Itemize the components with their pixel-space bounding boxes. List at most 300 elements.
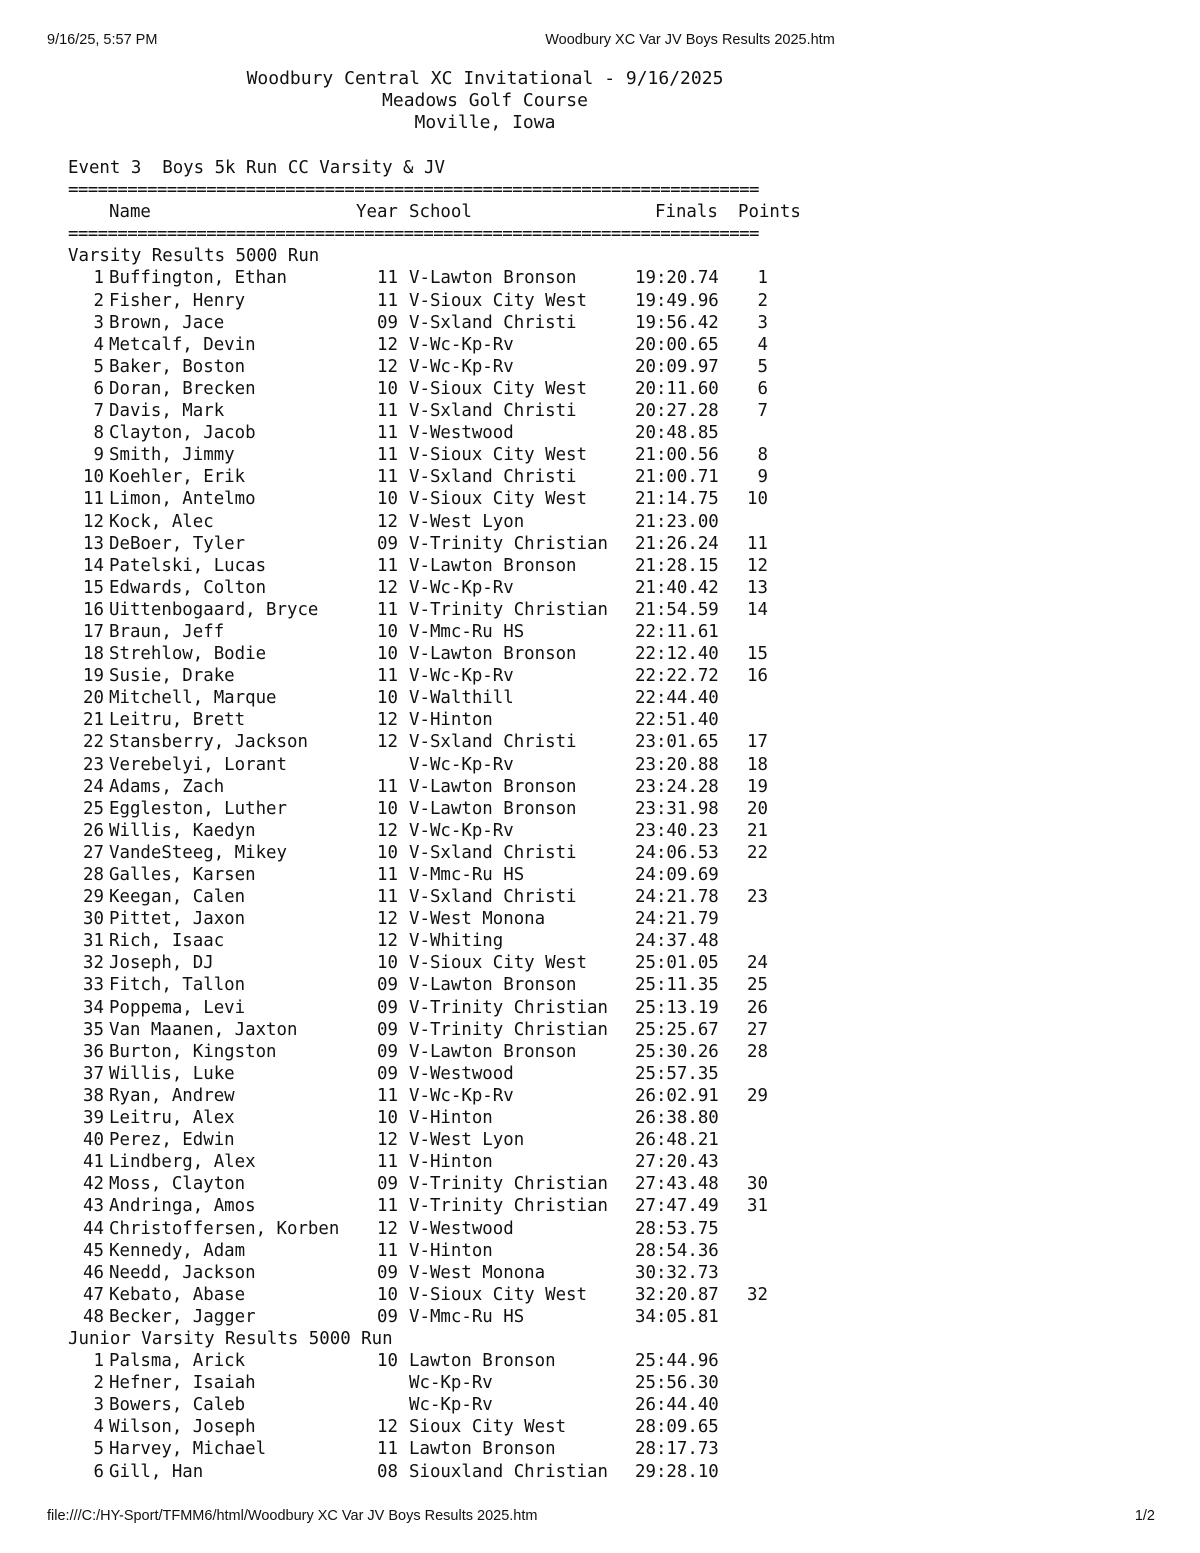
result-row xyxy=(68,1063,800,1085)
result-time: 20:09.97 xyxy=(635,356,719,377)
result-name: Stansberry, Jackson xyxy=(109,732,308,753)
result-year: 11 xyxy=(377,1152,398,1173)
result-place: 16 xyxy=(83,599,104,620)
result-school: V-Westwood xyxy=(409,423,514,444)
col-name-header: Name xyxy=(109,202,151,223)
result-place: 40 xyxy=(83,1130,104,1151)
result-year: 11 xyxy=(377,445,398,466)
result-name: Eggleston, Luther xyxy=(109,798,287,819)
col-points-header: Points xyxy=(738,202,801,223)
result-place: 26 xyxy=(83,820,104,841)
result-name: Doran, Brecken xyxy=(109,378,256,399)
result-school: V-Sioux City West xyxy=(409,445,587,466)
result-year: 11 xyxy=(377,268,398,289)
result-name: VandeSteeg, Mikey xyxy=(109,842,287,863)
result-row xyxy=(68,687,800,709)
result-row xyxy=(68,1107,800,1129)
result-year: 10 xyxy=(377,1284,398,1305)
result-points: 28 xyxy=(747,1041,768,1062)
result-time: 22:51.40 xyxy=(635,710,719,731)
result-row xyxy=(68,1173,800,1195)
result-row xyxy=(68,997,800,1019)
result-school: Lawton Bronson xyxy=(409,1351,556,1372)
result-school: V-Whiting xyxy=(409,931,504,952)
result-year: 09 xyxy=(377,1306,398,1327)
result-name: Fitch, Tallon xyxy=(109,975,246,996)
result-row xyxy=(68,599,800,621)
result-name: Bowers, Caleb xyxy=(109,1395,246,1416)
result-school: Siouxland Christian xyxy=(409,1461,608,1482)
result-name: Smith, Jimmy xyxy=(109,445,235,466)
result-row xyxy=(68,1438,800,1460)
result-name: Clayton, Jacob xyxy=(109,423,256,444)
result-year: 09 xyxy=(377,1041,398,1062)
result-place: 43 xyxy=(83,1196,104,1217)
result-row xyxy=(68,555,800,577)
meet-city: Moville, Iowa xyxy=(414,112,556,133)
result-name: Koehler, Erik xyxy=(109,467,246,488)
col-school-header: School xyxy=(409,202,472,223)
result-place: 6 xyxy=(93,378,104,399)
result-name: Needd, Jackson xyxy=(109,1262,256,1283)
result-time: 20:00.65 xyxy=(635,334,719,355)
result-time: 23:31.98 xyxy=(635,798,719,819)
result-row xyxy=(68,754,800,776)
result-points: 16 xyxy=(747,666,768,687)
column-header-row xyxy=(68,201,800,223)
result-row xyxy=(68,908,800,930)
result-points: 8 xyxy=(757,445,768,466)
result-place: 32 xyxy=(83,953,104,974)
result-name: Davis, Mark xyxy=(109,401,225,422)
result-time: 20:27.28 xyxy=(635,401,719,422)
result-place: 29 xyxy=(83,887,104,908)
result-name: Harvey, Michael xyxy=(109,1439,267,1460)
result-name: Kennedy, Adam xyxy=(109,1240,246,1261)
result-points: 2 xyxy=(757,290,768,311)
result-time: 29:28.10 xyxy=(635,1461,719,1482)
result-place: 20 xyxy=(83,688,104,709)
result-place: 4 xyxy=(93,334,104,355)
result-school: V-West Monona xyxy=(409,909,546,930)
result-school: V-Hinton xyxy=(409,1240,493,1261)
result-school: V-Wc-Kp-Rv xyxy=(409,1085,514,1106)
result-name: Rich, Isaac xyxy=(109,931,225,952)
result-place: 33 xyxy=(83,975,104,996)
result-row xyxy=(68,1218,800,1240)
result-year: 12 xyxy=(377,511,398,532)
result-year: 10 xyxy=(377,953,398,974)
result-place: 17 xyxy=(83,621,104,642)
result-name: Willis, Luke xyxy=(109,1063,235,1084)
result-year: 10 xyxy=(377,688,398,709)
result-row xyxy=(68,1262,800,1284)
result-year: 09 xyxy=(377,975,398,996)
result-row xyxy=(68,444,800,466)
result-points: 10 xyxy=(747,489,768,510)
result-school: V-Trinity Christian xyxy=(409,1019,608,1040)
result-row xyxy=(68,1461,800,1483)
result-row xyxy=(68,577,800,599)
result-place: 11 xyxy=(83,489,104,510)
result-name: Pittet, Jaxon xyxy=(109,909,246,930)
result-name: Kock, Alec xyxy=(109,511,214,532)
result-row xyxy=(68,1041,800,1063)
result-time: 19:56.42 xyxy=(635,312,719,333)
result-place: 27 xyxy=(83,842,104,863)
result-points: 27 xyxy=(747,1019,768,1040)
result-year: 11 xyxy=(377,599,398,620)
result-row xyxy=(68,312,800,334)
result-name: Poppema, Levi xyxy=(109,997,246,1018)
result-row xyxy=(68,533,800,555)
result-year: 09 xyxy=(377,1063,398,1084)
result-place: 5 xyxy=(93,356,104,377)
result-name: Leitru, Brett xyxy=(109,710,246,731)
result-time: 25:01.05 xyxy=(635,953,719,974)
result-name: Leitru, Alex xyxy=(109,1108,235,1129)
result-place: 30 xyxy=(83,909,104,930)
result-place: 1 xyxy=(93,268,104,289)
result-place: 46 xyxy=(83,1262,104,1283)
result-place: 39 xyxy=(83,1108,104,1129)
print-footer-path: file:///C:/HY-Sport/TFMM6/html/Woodbury XC Var JV Boys Results 2025.htm xyxy=(47,1508,538,1524)
result-time: 26:38.80 xyxy=(635,1108,719,1129)
result-points: 12 xyxy=(747,555,768,576)
result-points: 32 xyxy=(747,1284,768,1305)
result-row xyxy=(68,1085,800,1107)
result-row xyxy=(68,400,800,422)
result-time: 21:00.71 xyxy=(635,467,719,488)
result-points: 17 xyxy=(747,732,768,753)
print-datetime: 9/16/25, 5:57 PM xyxy=(47,32,158,48)
result-school: V-Sioux City West xyxy=(409,953,587,974)
result-row xyxy=(68,1372,800,1394)
result-place: 42 xyxy=(83,1174,104,1195)
result-time: 24:37.48 xyxy=(635,931,719,952)
result-school: V-Lawton Bronson xyxy=(409,798,577,819)
result-year: 11 xyxy=(377,1085,398,1106)
result-school: V-Mmc-Ru HS xyxy=(409,1306,525,1327)
result-place: 48 xyxy=(83,1306,104,1327)
result-place: 7 xyxy=(93,401,104,422)
result-school: Wc-Kp-Rv xyxy=(409,1373,493,1394)
result-row xyxy=(68,709,800,731)
result-name: Verebelyi, Lorant xyxy=(109,754,287,775)
result-school: V-Sxland Christi xyxy=(409,401,577,422)
result-name: Susie, Drake xyxy=(109,666,235,687)
result-year: 09 xyxy=(377,1174,398,1195)
result-school: V-Wc-Kp-Rv xyxy=(409,334,514,355)
result-place: 9 xyxy=(93,445,104,466)
result-time: 26:44.40 xyxy=(635,1395,719,1416)
result-place: 2 xyxy=(93,290,104,311)
result-school: V-West Lyon xyxy=(409,1130,525,1151)
result-year: 10 xyxy=(377,489,398,510)
result-points: 22 xyxy=(747,842,768,863)
result-name: Buffington, Ethan xyxy=(109,268,287,289)
result-school: V-Trinity Christian xyxy=(409,599,608,620)
result-row xyxy=(68,1416,800,1438)
result-points: 26 xyxy=(747,997,768,1018)
result-points: 21 xyxy=(747,820,768,841)
print-doc-title: Woodbury XC Var JV Boys Results 2025.htm xyxy=(545,32,835,48)
result-school: V-Sxland Christi xyxy=(409,842,577,863)
result-place: 35 xyxy=(83,1019,104,1040)
result-school: V-Westwood xyxy=(409,1218,514,1239)
result-row xyxy=(68,665,800,687)
result-time: 24:21.79 xyxy=(635,909,719,930)
result-time: 21:40.42 xyxy=(635,577,719,598)
result-row xyxy=(68,1195,800,1217)
result-school: V-Lawton Bronson xyxy=(409,1041,577,1062)
result-name: Van Maanen, Jaxton xyxy=(109,1019,298,1040)
result-year: 10 xyxy=(377,644,398,665)
result-points: 19 xyxy=(747,776,768,797)
result-row xyxy=(68,842,800,864)
result-year: 11 xyxy=(377,887,398,908)
result-points: 20 xyxy=(747,798,768,819)
result-year: 10 xyxy=(377,621,398,642)
result-name: Strehlow, Bodie xyxy=(109,644,267,665)
result-place: 14 xyxy=(83,555,104,576)
result-school: V-Westwood xyxy=(409,1063,514,1084)
result-time: 30:32.73 xyxy=(635,1262,719,1283)
result-name: Gill, Han xyxy=(109,1461,204,1482)
results-sections xyxy=(68,245,800,1482)
result-row xyxy=(68,621,800,643)
result-place: 28 xyxy=(83,865,104,885)
result-time: 24:09.69 xyxy=(635,865,719,885)
result-row xyxy=(68,290,800,312)
result-school: V-Sioux City West xyxy=(409,378,587,399)
result-school: V-West Lyon xyxy=(409,511,525,532)
result-points: 15 xyxy=(747,644,768,665)
result-row xyxy=(68,267,800,289)
result-points: 24 xyxy=(747,953,768,974)
result-row xyxy=(68,422,800,444)
result-school: Sioux City West xyxy=(409,1417,567,1438)
result-name: Adams, Zach xyxy=(109,776,225,797)
result-year: 11 xyxy=(377,290,398,311)
result-row xyxy=(68,643,800,665)
result-school: Lawton Bronson xyxy=(409,1439,556,1460)
result-name: Becker, Jagger xyxy=(109,1306,256,1327)
result-place: 4 xyxy=(93,1417,104,1438)
result-year: 11 xyxy=(377,1196,398,1217)
result-points: 6 xyxy=(757,378,768,399)
result-time: 22:44.40 xyxy=(635,688,719,709)
result-school: V-Sioux City West xyxy=(409,489,587,510)
result-points: 30 xyxy=(747,1174,768,1195)
result-row xyxy=(68,864,800,886)
result-year: 09 xyxy=(377,1262,398,1283)
result-row xyxy=(68,1129,800,1151)
result-school: V-Hinton xyxy=(409,710,493,731)
result-school: V-Wc-Kp-Rv xyxy=(409,666,514,687)
result-time: 21:00.56 xyxy=(635,445,719,466)
result-points: 1 xyxy=(757,268,768,289)
result-time: 21:54.59 xyxy=(635,599,719,620)
result-name: Patelski, Lucas xyxy=(109,555,267,576)
result-place: 38 xyxy=(83,1085,104,1106)
result-year: 12 xyxy=(377,577,398,598)
result-time: 23:24.28 xyxy=(635,776,719,797)
result-points: 14 xyxy=(747,599,768,620)
result-place: 8 xyxy=(93,423,104,444)
result-points: 5 xyxy=(757,356,768,377)
result-row xyxy=(68,974,800,996)
event-title: Event 3 Boys 5k Run CC Varsity & JV xyxy=(68,158,445,178)
result-year: 12 xyxy=(377,1218,398,1239)
result-school: V-Hinton xyxy=(409,1108,493,1129)
result-row xyxy=(68,334,800,356)
result-name: Galles, Karsen xyxy=(109,865,256,885)
result-school: V-Wc-Kp-Rv xyxy=(409,754,514,775)
result-year: 12 xyxy=(377,909,398,930)
result-place: 10 xyxy=(83,467,104,488)
result-name: Baker, Boston xyxy=(109,356,246,377)
result-school: Wc-Kp-Rv xyxy=(409,1395,493,1416)
result-school: V-Trinity Christian xyxy=(409,997,608,1018)
result-school: V-Lawton Bronson xyxy=(409,268,577,289)
result-year: 11 xyxy=(377,776,398,797)
result-place: 24 xyxy=(83,776,104,797)
result-year: 09 xyxy=(377,1019,398,1040)
result-name: Wilson, Joseph xyxy=(109,1417,256,1438)
result-school: V-Lawton Bronson xyxy=(409,555,577,576)
result-time: 34:05.81 xyxy=(635,1306,719,1327)
result-row xyxy=(68,1019,800,1041)
result-name: Hefner, Isaiah xyxy=(109,1373,256,1394)
result-place: 22 xyxy=(83,732,104,753)
result-year: 12 xyxy=(377,1417,398,1438)
result-school: V-Lawton Bronson xyxy=(409,644,577,665)
result-time: 25:25.67 xyxy=(635,1019,719,1040)
result-row xyxy=(68,511,800,533)
result-name: Brown, Jace xyxy=(109,312,225,333)
result-school: V-Lawton Bronson xyxy=(409,776,577,797)
result-year: 11 xyxy=(377,555,398,576)
result-points: 13 xyxy=(747,577,768,598)
result-time: 27:43.48 xyxy=(635,1174,719,1195)
result-year: 12 xyxy=(377,334,398,355)
result-year: 08 xyxy=(377,1461,398,1482)
result-time: 21:26.24 xyxy=(635,533,719,554)
result-school: V-Sioux City West xyxy=(409,1284,587,1305)
result-time: 28:17.73 xyxy=(635,1439,719,1460)
result-school: V-Hinton xyxy=(409,1152,493,1173)
result-time: 23:01.65 xyxy=(635,732,719,753)
result-time: 21:23.00 xyxy=(635,511,719,532)
result-name: Keegan, Calen xyxy=(109,887,246,908)
result-row xyxy=(68,731,800,753)
result-time: 28:09.65 xyxy=(635,1417,719,1438)
result-time: 25:30.26 xyxy=(635,1041,719,1062)
result-time: 27:47.49 xyxy=(635,1196,719,1217)
result-row xyxy=(68,798,800,820)
result-name: Ryan, Andrew xyxy=(109,1085,235,1106)
result-row xyxy=(68,378,800,400)
result-row xyxy=(68,466,800,488)
result-row xyxy=(68,1306,800,1328)
result-name: Uittenbogaard, Bryce xyxy=(109,599,319,620)
result-time: 26:02.91 xyxy=(635,1085,719,1106)
meet-venue: Meadows Golf Course xyxy=(382,90,588,111)
result-time: 23:20.88 xyxy=(635,754,719,775)
result-row xyxy=(68,930,800,952)
result-time: 28:54.36 xyxy=(635,1240,719,1261)
result-school: V-Sxland Christi xyxy=(409,312,577,333)
result-place: 15 xyxy=(83,577,104,598)
header-rule-bottom: ====================================================================== xyxy=(68,224,759,245)
result-place: 3 xyxy=(93,1395,104,1416)
result-points: 3 xyxy=(757,312,768,333)
result-time: 25:57.35 xyxy=(635,1063,719,1084)
result-time: 22:11.61 xyxy=(635,621,719,642)
section-title: Varsity Results 5000 Run xyxy=(68,246,320,267)
result-year: 11 xyxy=(377,467,398,488)
col-year-header: Year xyxy=(356,202,398,223)
result-place: 18 xyxy=(83,644,104,665)
result-school: V-Trinity Christian xyxy=(409,533,608,554)
result-place: 34 xyxy=(83,997,104,1018)
result-year: 11 xyxy=(377,1240,398,1261)
result-time: 22:12.40 xyxy=(635,644,719,665)
result-school: V-West Monona xyxy=(409,1262,546,1283)
result-year: 11 xyxy=(377,423,398,444)
results-body xyxy=(68,157,800,1483)
result-year: 12 xyxy=(377,931,398,952)
result-place: 3 xyxy=(93,312,104,333)
result-year: 12 xyxy=(377,1130,398,1151)
result-year: 12 xyxy=(377,820,398,841)
result-time: 24:06.53 xyxy=(635,842,719,863)
result-place: 47 xyxy=(83,1284,104,1305)
result-row xyxy=(68,1240,800,1262)
result-place: 5 xyxy=(93,1439,104,1460)
result-name: Andringa, Amos xyxy=(109,1196,256,1217)
result-year: 10 xyxy=(377,842,398,863)
result-time: 32:20.87 xyxy=(635,1284,719,1305)
result-school: V-Sxland Christi xyxy=(409,887,577,908)
result-place: 19 xyxy=(83,666,104,687)
meet-header xyxy=(0,68,970,134)
result-school: V-Sioux City West xyxy=(409,290,587,311)
result-row xyxy=(68,820,800,842)
print-page-number: 1/2 xyxy=(1134,1508,1155,1524)
result-year: 12 xyxy=(377,732,398,753)
result-points: 4 xyxy=(757,334,768,355)
result-time: 27:20.43 xyxy=(635,1152,719,1173)
result-time: 19:49.96 xyxy=(635,290,719,311)
result-points: 25 xyxy=(747,975,768,996)
result-year: 10 xyxy=(377,1351,398,1372)
result-time: 23:40.23 xyxy=(635,820,719,841)
result-school: V-Trinity Christian xyxy=(409,1196,608,1217)
result-time: 28:53.75 xyxy=(635,1218,719,1239)
result-year: 11 xyxy=(377,1439,398,1460)
result-time: 21:28.15 xyxy=(635,555,719,576)
result-name: Lindberg, Alex xyxy=(109,1152,256,1173)
result-name: Perez, Edwin xyxy=(109,1130,235,1151)
result-year: 10 xyxy=(377,378,398,399)
result-points: 23 xyxy=(747,887,768,908)
result-time: 22:22.72 xyxy=(635,666,719,687)
result-place: 41 xyxy=(83,1152,104,1173)
result-school: V-Wc-Kp-Rv xyxy=(409,577,514,598)
result-time: 20:11.60 xyxy=(635,378,719,399)
